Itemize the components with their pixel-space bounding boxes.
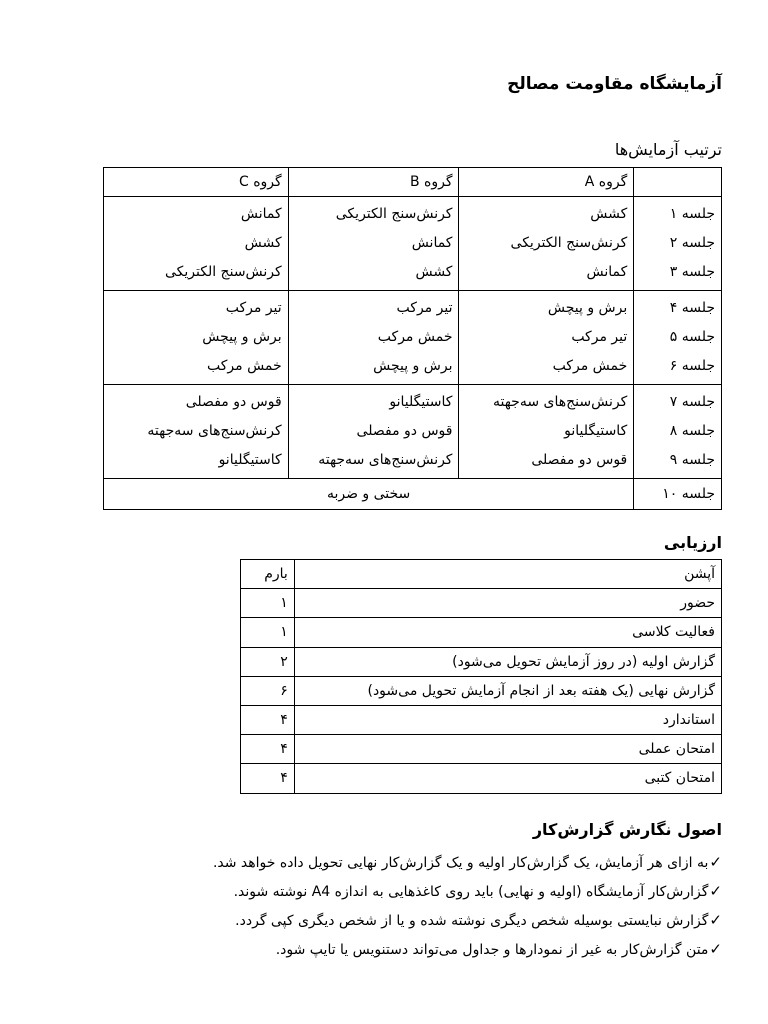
- experiment-name: تیر مرکب: [571, 329, 628, 345]
- schedule-heading: ترتیب آزمایش‌ها: [614, 140, 722, 159]
- schedule-cell-group-b: [288, 197, 459, 291]
- document-title: آزمایشگاه مقاومت مصالح: [507, 74, 722, 94]
- evaluation-header-score: بارم: [241, 560, 295, 589]
- experiment-name: کرنش‌سنج‌های سه‌جهته: [492, 394, 628, 410]
- guideline-item: [102, 848, 722, 877]
- schedule-body: [104, 197, 722, 510]
- session-label: جلسه ۲: [669, 235, 715, 251]
- experiment-name: کاستیگلیانو: [564, 423, 628, 439]
- evaluation-option: امتحان عملی: [294, 735, 721, 764]
- checkmark-icon: ✓: [709, 940, 722, 958]
- evaluation-row: [241, 647, 722, 676]
- experiment-name: خمش مرکب: [207, 358, 282, 374]
- schedule-cell-group-c: [104, 197, 289, 291]
- guideline-item: [102, 935, 722, 964]
- evaluation-score: ۲: [241, 647, 295, 676]
- evaluation-score: ۴: [241, 705, 295, 734]
- session-label: جلسه ۸: [669, 423, 715, 439]
- session-label: جلسه ۳: [669, 264, 715, 280]
- evaluation-header-row: [241, 560, 722, 589]
- schedule-block-row: [104, 291, 722, 385]
- guideline-item: [102, 877, 722, 906]
- session-label: جلسه ۵: [669, 329, 715, 345]
- schedule-cell-group-c: [104, 291, 289, 385]
- evaluation-row: [241, 589, 722, 618]
- evaluation-score: ۱: [241, 618, 295, 647]
- checkmark-icon: ✓: [709, 853, 722, 871]
- guidelines-list: [102, 848, 722, 964]
- experiment-name: کرنش‌سنج الکتریکی: [335, 206, 453, 222]
- schedule-header-row: [104, 168, 722, 197]
- evaluation-option: گزارش اولیه (در روز آزمایش تحویل می‌شود): [294, 647, 721, 676]
- experiment-name: کمانش: [586, 264, 628, 280]
- experiment-name: کرنش‌سنج‌های سه‌جهته: [318, 452, 453, 468]
- evaluation-heading: ارزیابی: [663, 533, 722, 552]
- schedule-cell-group-b: [288, 385, 459, 479]
- schedule-final-row: [104, 479, 722, 510]
- schedule-header-group-a: گروه A: [459, 168, 634, 197]
- experiment-name: کمانش: [411, 235, 453, 251]
- guideline-text: گزارش‌کار آزمایشگاه (اولیه و نهایی) باید روی کاغذهایی به اندازه A4 نوشته شوند.: [233, 884, 709, 900]
- experiment-name: برش و پیچش: [202, 329, 282, 345]
- experiment-name: کرنش‌سنج‌های سه‌جهته: [147, 423, 282, 439]
- evaluation-table: [240, 559, 722, 794]
- evaluation-row: [241, 735, 722, 764]
- schedule-header-group-c: گروه C: [104, 168, 289, 197]
- evaluation-header-option: آپشن: [294, 560, 721, 589]
- evaluation-score: ۴: [241, 735, 295, 764]
- evaluation-score: ۱: [241, 589, 295, 618]
- experiment-name: قوس دو مفصلی: [356, 423, 453, 439]
- experiment-name: کاستیگلیانو: [389, 394, 453, 410]
- experiment-name: کشش: [244, 235, 282, 251]
- schedule-block-row: [104, 197, 722, 291]
- evaluation-option: گزارش نهایی (یک هفته بعد از انجام آزمایش تحویل می‌شود): [294, 676, 721, 705]
- guideline-item: [102, 906, 722, 935]
- session-label: جلسه ۹: [669, 452, 715, 468]
- schedule-cell-session: [634, 291, 722, 385]
- session-label: جلسه ۶: [669, 358, 715, 374]
- schedule-header-session: [634, 168, 722, 197]
- schedule-final-activity: سختی و ضربه: [104, 479, 634, 510]
- evaluation-row: [241, 764, 722, 793]
- evaluation-option: حضور: [294, 589, 721, 618]
- experiment-name: کاستیگلیانو: [218, 452, 282, 468]
- evaluation-row: [241, 618, 722, 647]
- guideline-text: به ازای هر آزمایش، یک گزارش‌کار اولیه و یک گزارش‌کار نهایی تحویل داده خواهد شد.: [212, 855, 709, 871]
- experiment-name: کشش: [590, 206, 628, 222]
- schedule-final-session: جلسه ۱۰: [634, 479, 722, 510]
- schedule-cell-group-a: [459, 291, 634, 385]
- session-label: جلسه ۱: [669, 206, 715, 222]
- schedule-header-group-b: گروه B: [288, 168, 459, 197]
- guideline-text: گزارش نبایستی بوسیله شخص دیگری نوشته شده و یا از شخص دیگری کپی گردد.: [235, 913, 709, 929]
- evaluation-row: [241, 676, 722, 705]
- session-label: جلسه ۴: [669, 300, 715, 316]
- evaluation-score: ۴: [241, 764, 295, 793]
- evaluation-option: استاندارد: [294, 705, 721, 734]
- schedule-cell-group-c: [104, 385, 289, 479]
- experiment-name: خمش مرکب: [377, 329, 453, 345]
- checkmark-icon: ✓: [709, 882, 722, 900]
- schedule-cell-session: [634, 385, 722, 479]
- experiment-name: کشش: [415, 264, 453, 280]
- experiment-name: قوس دو مفصلی: [531, 452, 628, 468]
- experiment-name: تیر مرکب: [396, 300, 453, 316]
- schedule-cell-group-a: [459, 385, 634, 479]
- guidelines-heading: اصول نگارش گزارش‌کار: [532, 820, 722, 839]
- experiment-name: کمانش: [240, 206, 282, 222]
- experiment-name: کرنش‌سنج الکتریکی: [510, 235, 628, 251]
- evaluation-row: [241, 705, 722, 734]
- evaluation-score: ۶: [241, 676, 295, 705]
- schedule-table: [103, 167, 722, 510]
- schedule-cell-session: [634, 197, 722, 291]
- schedule-cell-group-a: [459, 197, 634, 291]
- evaluation-option: امتحان کتبی: [294, 764, 721, 793]
- evaluation-body: [241, 560, 722, 794]
- session-label: جلسه ۷: [669, 394, 715, 410]
- evaluation-option: فعالیت کلاسی: [294, 618, 721, 647]
- experiment-name: کرنش‌سنج الکتریکی: [164, 264, 282, 280]
- experiment-name: برش و پیچش: [547, 300, 628, 316]
- guideline-text: متن گزارش‌کار به غیر از نمودارها و جداول می‌تواند دستنویس یا تایپ شود.: [275, 942, 709, 958]
- experiment-name: قوس دو مفصلی: [185, 394, 282, 410]
- experiment-name: خمش مرکب: [552, 358, 628, 374]
- experiment-name: برش و پیچش: [373, 358, 453, 374]
- schedule-block-row: [104, 385, 722, 479]
- checkmark-icon: ✓: [709, 911, 722, 929]
- experiment-name: تیر مرکب: [225, 300, 282, 316]
- schedule-cell-group-b: [288, 291, 459, 385]
